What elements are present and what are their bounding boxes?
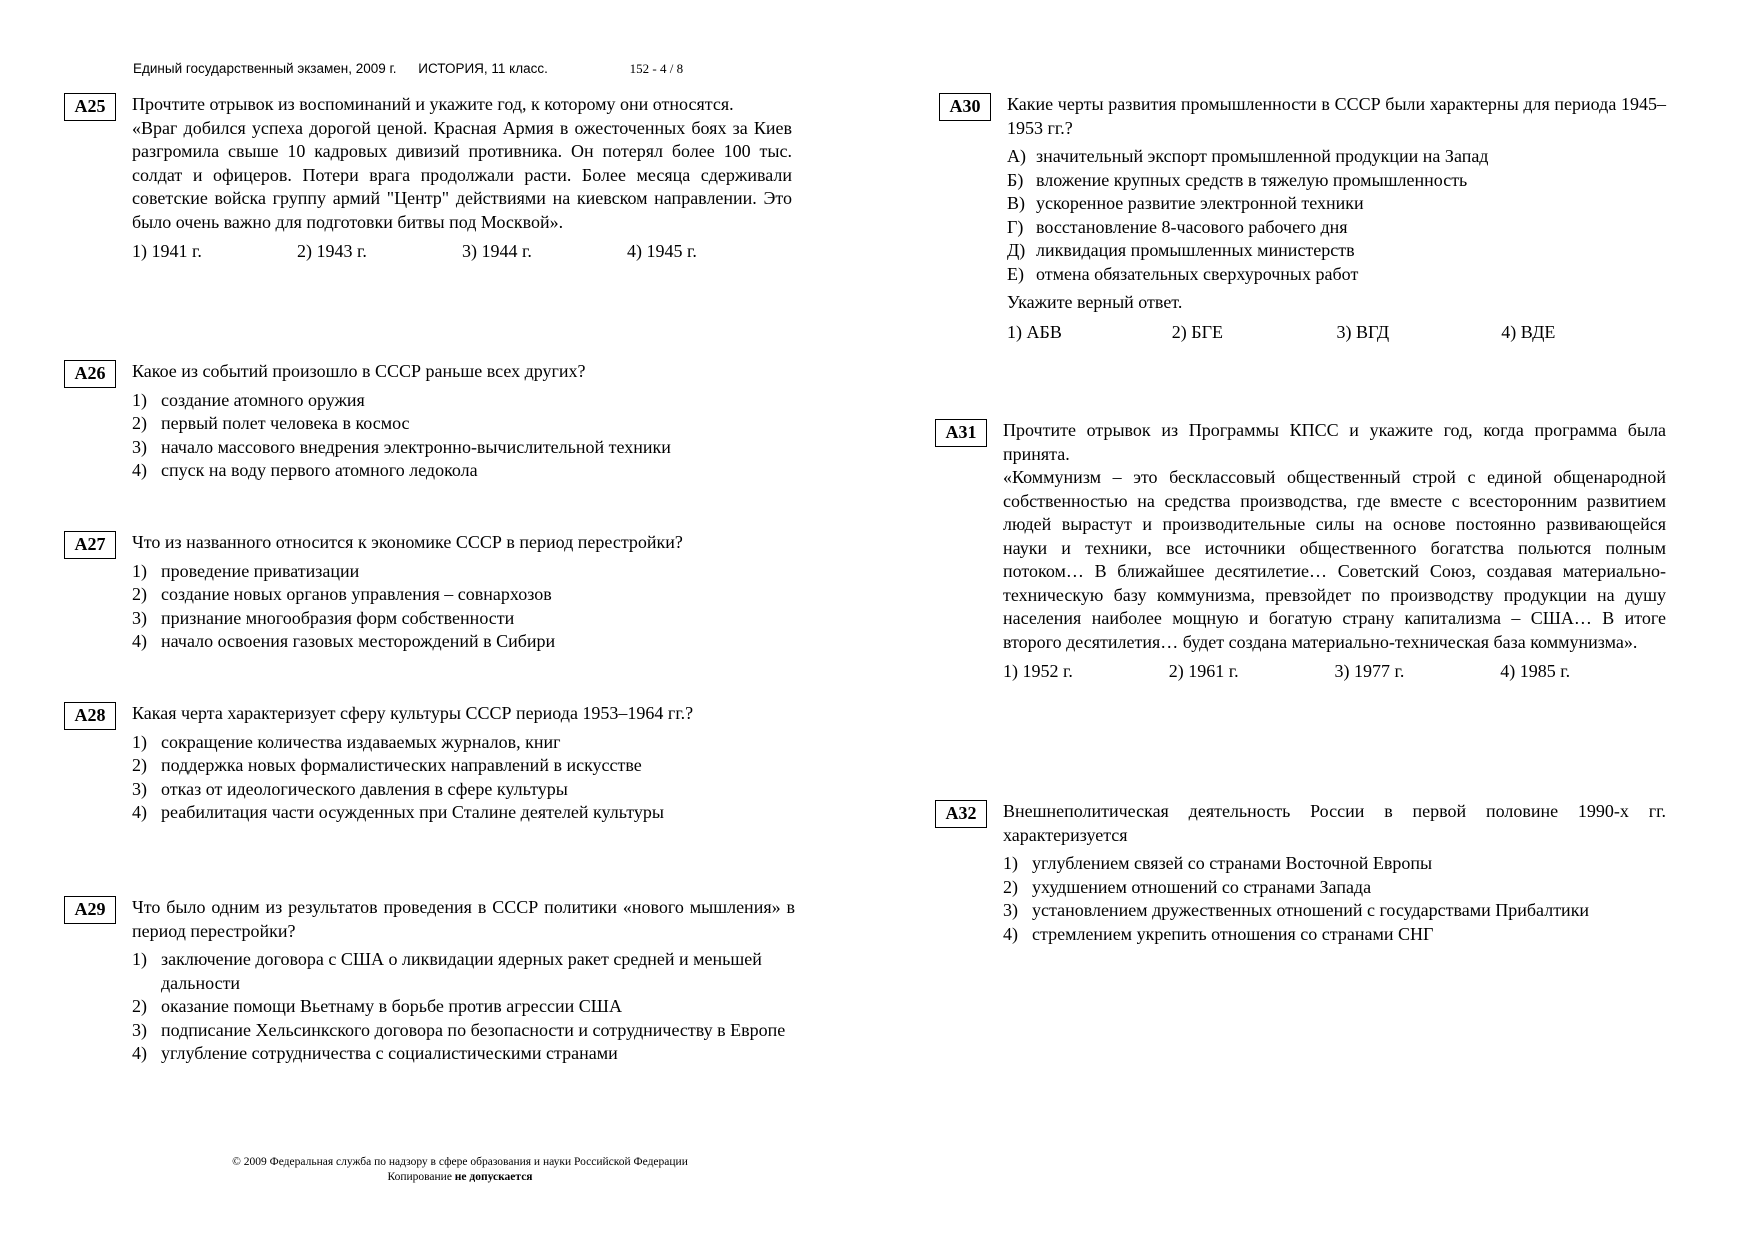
option-item[interactable]: 3) признание многообразия форм собственности — [132, 607, 515, 628]
options-list — [132, 560, 792, 654]
option-item[interactable]: 2) ухудшением отношений со странами Запада — [1003, 876, 1372, 897]
answer-option[interactable]: 4) 1985 г. — [1500, 661, 1571, 681]
options-list — [1003, 852, 1603, 946]
question-number: A25 — [64, 93, 116, 121]
option-item[interactable]: 4) реабилитация части осужденных при Сталине деятелей культуры — [132, 802, 664, 822]
answer-option[interactable]: 4) ВДЕ — [1501, 321, 1556, 342]
answer-option[interactable]: 3) ВГД — [1336, 321, 1390, 342]
quote-text: «Враг добился успеха дорогой ценой. Красная Армия в ожесточенных боях за Киев разгромила свыше 10 кадровых дивизий противника. Он потерял более 100 тыс. солдат и офицеров. Потери врага продолжали расти. Более месяца сдерживали советские войска группу армий "Центр" действиями на киевском направлении. Это было очень важно для подготовки битвы под Москвой». — [132, 117, 792, 232]
question-number: A31 — [935, 419, 987, 447]
page-number: 152 - 4 / 8 — [629, 61, 684, 76]
answer-option[interactable]: 4) 1945 г. — [627, 241, 697, 261]
option-item[interactable]: 2) создание новых органов управления – совнархозов — [132, 584, 552, 604]
instruction-text: Укажите верный ответ. — [1007, 292, 1183, 312]
option-item[interactable]: 4) начало освоения газовых месторождений в Сибири — [132, 631, 556, 651]
question-number: A32 — [935, 800, 987, 828]
option-item[interactable]: 2) поддержка новых формалистических направлений в искусстве — [132, 755, 642, 775]
question-number: A28 — [64, 702, 116, 730]
question-text: Какое из событий произошло в СССР раньше всех других? — [132, 361, 586, 381]
question-number: A26 — [64, 360, 116, 388]
answer-option[interactable]: 3) 1944 г. — [462, 241, 532, 261]
question-text: Что было одним из результатов проведения в СССР политики «нового мышления» в период перестройки? — [132, 897, 795, 941]
answer-option[interactable]: 2) БГЕ — [1171, 321, 1223, 342]
question-text: Прочтите отрывок из Программы КПСС и укажите год, когда программа была принята. — [1003, 420, 1666, 464]
question-number: A29 — [64, 896, 116, 924]
option-item[interactable]: 2) оказание помощи Вьетнаму в борьбе против агрессии США — [132, 996, 622, 1016]
answer-option[interactable]: 1) 1952 г. — [1003, 661, 1073, 681]
options-list — [132, 731, 792, 825]
question-text: Что из названного относится к экономике СССР в период перестройки? — [132, 532, 683, 552]
option-item[interactable]: 2) первый полет человека в космос — [132, 413, 410, 433]
option-item[interactable]: 4) стремлением укрепить отношения со странами СНГ — [1003, 923, 1434, 944]
option-item[interactable]: 1) создание атомного оружия — [132, 389, 365, 410]
answer-option[interactable]: 2) 1943 г. — [297, 241, 367, 261]
option-item[interactable]: 3) отказ от идеологического давления в сфере культуры — [132, 778, 568, 799]
option-item: Е) отмена обязательных сверхурочных работ — [1007, 263, 1359, 284]
copyright-text: © 2009 Федеральная служба по надзору в сфере образования и науки Российской Федерации — [232, 1156, 688, 1168]
option-item[interactable]: 3) начало массового внедрения электронно-вычислительной техники — [132, 436, 671, 457]
option-item[interactable]: 1) сокращение количества издаваемых журналов, книг — [132, 731, 561, 752]
question-text: Какие черты развития промышленности в СССР были характерны для периода 1945–1953 гг.? — [1007, 94, 1666, 138]
option-item[interactable]: 1) заключение договора с США о ликвидации ядерных ракет средней и меньшей дальности — [132, 949, 762, 993]
exam-title: Единый государственный экзамен, 2009 г. — [133, 61, 397, 76]
answer-option[interactable]: 1) АБВ — [1007, 321, 1062, 342]
question-number: A27 — [64, 531, 116, 559]
question-text: Внешнеполитическая деятельность России в первой половине 1990-х гг. характеризуется — [1003, 801, 1666, 845]
answer-row — [132, 240, 792, 264]
option-item[interactable]: 1) проведение приватизации — [132, 560, 360, 581]
option-item[interactable]: 4) спуск на воду первого атомного ледокола — [132, 460, 478, 480]
options-list — [1007, 145, 1666, 286]
answer-row — [1003, 660, 1666, 684]
answer-option[interactable]: 2) 1961 г. — [1168, 661, 1239, 681]
options-list — [132, 389, 792, 483]
option-item: А) значительный экспорт промышленной продукции на Запад — [1007, 146, 1489, 166]
option-item: Г) восстановление 8-часового рабочего дня — [1007, 216, 1348, 237]
quote-text: «Коммунизм – это бесклассовый общественный строй с единой общенародной собственностью на средства производства, где вместе с всесторонним развитием людей вырастут и производительные силы на основе постоянно развивающейся науки и техники, все источники общественного богатства польются полным потоком… В ближайшее десятилетие… Советский Союз, создавая материально-техническую базу коммунизма, превзойдет по производству продукции на душу населения наиболее мощную и богатую страну капитализма – США… В итоге второго десятилетия… будет создана материально-техническая база коммунизма». — [1003, 467, 1666, 652]
option-item[interactable]: 4) углубление сотрудничества с социалистическими странами — [132, 1043, 618, 1063]
option-item: В) ускоренное развитие электронной техники — [1007, 193, 1364, 213]
options-list — [132, 948, 795, 1066]
answer-option[interactable]: 1) 1941 г. — [132, 241, 202, 261]
question-number: A30 — [939, 93, 991, 121]
option-item: Д) ликвидация промышленных министерств — [1007, 240, 1355, 260]
answer-row — [1007, 321, 1666, 345]
option-item: Б) вложение крупных средств в тяжелую промышленность — [1007, 169, 1468, 190]
question-text: Прочтите отрывок из воспоминаний и укажите год, к которому они относятся. — [132, 94, 734, 114]
subject-title: ИСТОРИЯ, 11 класс. — [418, 61, 548, 76]
question-text: Какая черта характеризует сферу культуры СССР периода 1953–1964 гг.? — [132, 703, 694, 723]
option-item[interactable]: 3) установлением дружественных отношений с государствами Прибалтики — [1003, 900, 1590, 920]
option-item[interactable]: 3) подписание Хельсинкского договора по безопасности и сотрудничеству в Европе — [132, 1019, 786, 1040]
option-item[interactable]: 1) углублением связей со странами Восточной Европы — [1003, 853, 1433, 873]
page-header — [133, 61, 683, 77]
answer-option[interactable]: 3) 1977 г. — [1334, 661, 1405, 681]
page-footer — [0, 1155, 920, 1185]
copy-notice: Копирование не допускается — [387, 1171, 533, 1183]
